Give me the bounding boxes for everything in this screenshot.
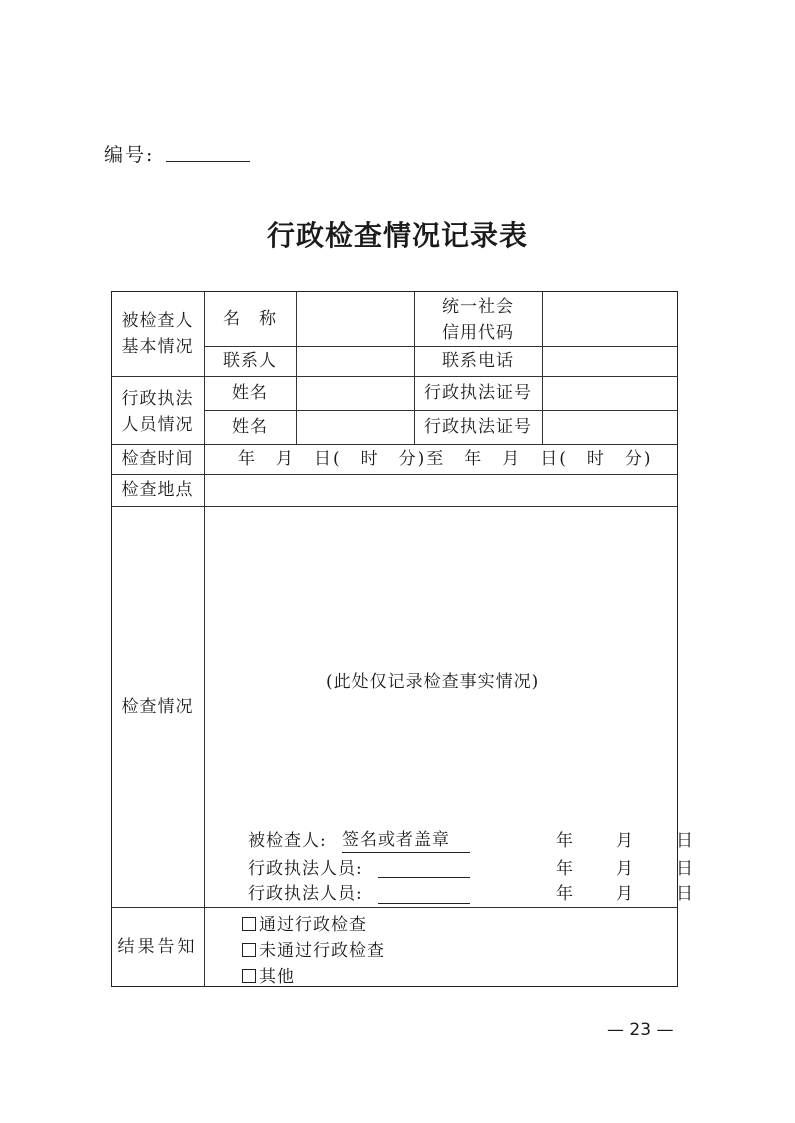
inspection-time-field[interactable]: 年 月 日( 时 分)至 年 月 日( 时 分) bbox=[238, 449, 653, 469]
checkbox-icon[interactable] bbox=[242, 943, 256, 957]
name-label: 名 称 bbox=[223, 308, 277, 329]
officer-2-cert-field[interactable] bbox=[543, 411, 677, 444]
result-option-fail[interactable] bbox=[242, 936, 385, 961]
credit-code-label bbox=[414, 293, 542, 346]
inspection-details-label: 检查情况 bbox=[121, 697, 194, 717]
page-number: — 23 — bbox=[607, 1020, 674, 1040]
inspection-place-field[interactable] bbox=[205, 475, 677, 506]
inspection-place-label: 检查地点 bbox=[121, 480, 194, 500]
inspection-details-note: (此处仅记录检查事实情况) bbox=[326, 672, 540, 692]
sig-officer-1-role: 行政执法人员: bbox=[248, 859, 363, 879]
inspected-party-label-line1: 被检查人 bbox=[121, 311, 194, 331]
officer-1-name-label: 姓名 bbox=[232, 383, 268, 403]
checkbox-icon[interactable] bbox=[242, 917, 256, 931]
inspection-time-label: 检查时间 bbox=[121, 449, 194, 469]
inspection-details-field[interactable] bbox=[205, 507, 677, 827]
result-option-fail-label: 未通过行政检查 bbox=[259, 941, 385, 961]
credit-code-label-line2: 信用代码 bbox=[442, 322, 514, 343]
sig-officer-2-field[interactable] bbox=[378, 903, 470, 904]
credit-code-field[interactable] bbox=[543, 292, 677, 346]
officer-1-cert-field[interactable] bbox=[543, 377, 677, 410]
serial-number-label: 编号: bbox=[104, 144, 155, 166]
result-label: 结果告知 bbox=[117, 937, 198, 957]
inspected-party-label-line2: 基本情况 bbox=[121, 337, 194, 357]
officer-1-cert-label: 行政执法证号 bbox=[424, 383, 532, 403]
sig-inspected-role: 被检查人: bbox=[248, 831, 327, 851]
officers-label-line2: 人员情况 bbox=[121, 415, 194, 435]
sig-officer-1-field[interactable] bbox=[378, 877, 470, 878]
result-option-other-label: 其他 bbox=[259, 967, 295, 987]
checkbox-icon[interactable] bbox=[242, 969, 256, 983]
officer-2-name-field[interactable] bbox=[297, 411, 414, 444]
officers-label-line1: 行政执法 bbox=[121, 389, 194, 409]
contact-field[interactable] bbox=[297, 347, 414, 376]
officers-label bbox=[111, 386, 204, 438]
sig-officer-1-date: 年 月 日 bbox=[556, 859, 696, 879]
phone-label: 联系电话 bbox=[442, 351, 514, 371]
serial-number-field[interactable] bbox=[166, 161, 250, 162]
officer-2-cert-label: 行政执法证号 bbox=[424, 417, 532, 437]
sig-inspected-field[interactable]: 签名或者盖章 bbox=[342, 828, 470, 853]
result-option-other[interactable] bbox=[242, 962, 295, 987]
result-option-pass[interactable] bbox=[242, 910, 367, 935]
phone-field[interactable] bbox=[543, 347, 677, 376]
sig-officer-2-role: 行政执法人员: bbox=[248, 884, 363, 904]
officer-2-name-label: 姓名 bbox=[232, 417, 268, 437]
form-title: 行政检查情况记录表 bbox=[266, 219, 528, 252]
officer-1-name-field[interactable] bbox=[297, 377, 414, 410]
inspected-party-label bbox=[111, 308, 204, 360]
name-field[interactable] bbox=[297, 292, 414, 346]
contact-label: 联系人 bbox=[223, 351, 277, 371]
sig-inspected-date: 年 月 日 bbox=[556, 831, 696, 851]
result-option-pass-label: 通过行政检查 bbox=[259, 915, 367, 935]
credit-code-label-line1: 统一社会 bbox=[442, 296, 514, 317]
sig-officer-2-date: 年 月 日 bbox=[556, 884, 696, 904]
